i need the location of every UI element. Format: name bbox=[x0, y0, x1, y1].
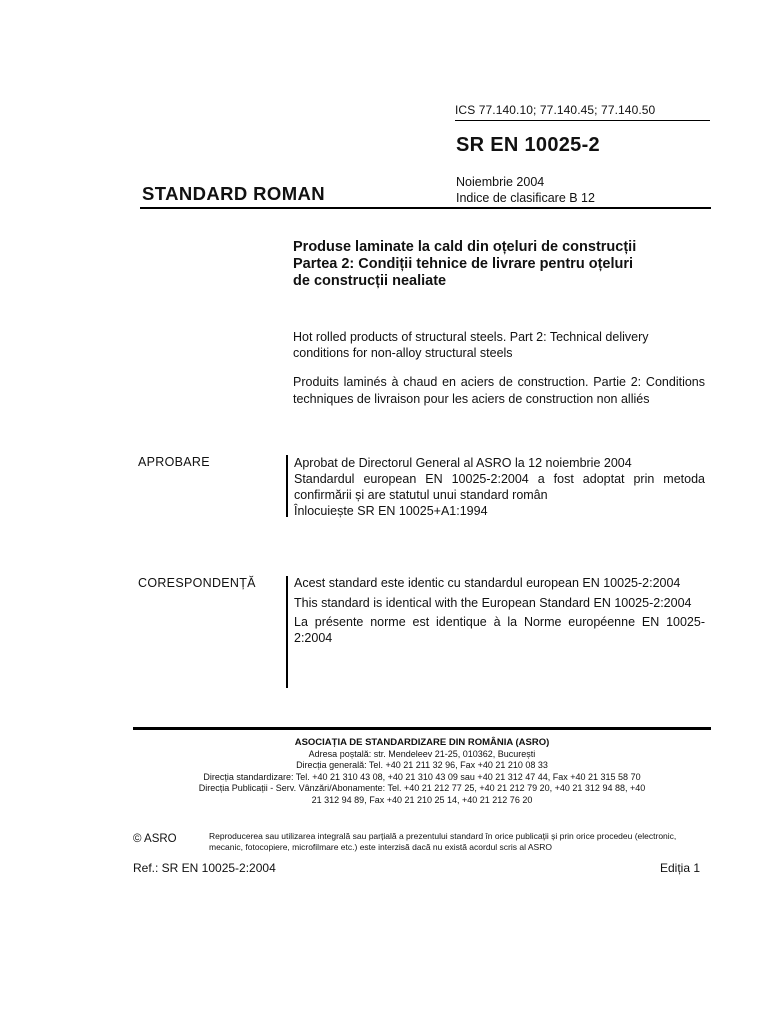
header-main-rule bbox=[140, 207, 711, 209]
postal-address: Adresa poștală: str. Mendeleev 21-25, 010362, București bbox=[308, 748, 536, 759]
approval-line-3: Înlocuiește SR EN 10025+A1:1994 bbox=[294, 504, 488, 518]
document-reference: Ref.: SR EN 10025-2:2004 bbox=[133, 861, 276, 875]
publications-contact-1: Direcția Publicații - Serv. Vânzări/Abonamente: Tel. +40 21 212 77 25, +40 21 212 79 20, +40 21 312 94 88, +40 bbox=[198, 783, 646, 793]
english-title: Hot rolled products of structural steels. Part 2: Technical delivery conditions for non-alloy structural steels bbox=[293, 330, 649, 360]
romanian-title-line-1: Produse laminate la cald din oțeluri de construcții bbox=[293, 239, 637, 255]
copyright-notice: © ASRO bbox=[133, 833, 177, 845]
romanian-title bbox=[293, 239, 713, 290]
approval-line-1: Aprobat de Directorul General al ASRO la 12 noiembrie 2004 bbox=[294, 456, 632, 470]
classification-index: Indice de clasificare B 12 bbox=[456, 191, 595, 205]
correspondence-french: La présente norme est identique à la Norme européenne EN 10025-2:2004 bbox=[294, 615, 705, 645]
approval-label: APROBARE bbox=[138, 455, 210, 469]
correspondence-romanian: Acest standard este identic cu standardul european EN 10025-2:2004 bbox=[294, 576, 681, 590]
standard-title: STANDARD ROMAN bbox=[142, 183, 326, 204]
romanian-title-line-2: Partea 2: Condiții tehnice de livrare pentru oțeluri bbox=[293, 256, 634, 272]
approval-divider bbox=[286, 455, 288, 517]
approval-line-2: Standardul european EN 10025-2:2004 a fost adoptat prin metoda confirmării și are statutul unui standard român bbox=[294, 472, 705, 502]
correspondence-text bbox=[294, 576, 705, 650]
correspondence-label: CORESPONDENȚĂ bbox=[138, 576, 256, 590]
organization-name: ASOCIAȚIA DE STANDARDIZARE DIN ROMÂNIA (ASRO) bbox=[294, 737, 550, 748]
romanian-title-line-3: de construcții nealiate bbox=[293, 273, 447, 289]
organization-footer bbox=[133, 737, 711, 806]
french-title: Produits laminés à chaud en aciers de construction. Partie 2: Conditions techniques de livraison pour les aciers de construction non alliés bbox=[293, 375, 705, 406]
approval-text bbox=[294, 455, 705, 519]
correspondence-divider bbox=[286, 576, 288, 688]
ics-code: ICS 77.140.10; 77.140.45; 77.140.50 bbox=[455, 103, 656, 117]
header-top-rule bbox=[455, 120, 710, 121]
publication-date: Noiembrie 2004 bbox=[456, 175, 545, 189]
footer-rule bbox=[133, 727, 711, 730]
general-directorate-contact: Direcția generală: Tel. +40 21 211 32 96, Fax +40 21 210 08 33 bbox=[296, 760, 548, 770]
standard-code: SR EN 10025-2 bbox=[456, 134, 600, 156]
standardization-contact: Direcția standardizare: Tel. +40 21 310 43 08, +40 21 310 43 09 sau +40 21 312 47 44, Fax +40 21 315 58 70 bbox=[203, 771, 641, 782]
edition-number: Ediția 1 bbox=[660, 861, 701, 875]
publications-contact-2: 21 312 94 89, Fax +40 21 210 25 14, +40 21 212 76 20 bbox=[311, 794, 533, 805]
reproduction-notice: Reproducerea sau utilizarea integrală sau parțială a prezentului standard în orice publicații și prin orice procedeu (electronic, mecanic, fotocopiere, microfilmare etc.) este interzisă dacă nu există acordul scris al ASRO bbox=[209, 831, 677, 852]
correspondence-english: This standard is identical with the European Standard EN 10025-2:2004 bbox=[294, 595, 692, 610]
